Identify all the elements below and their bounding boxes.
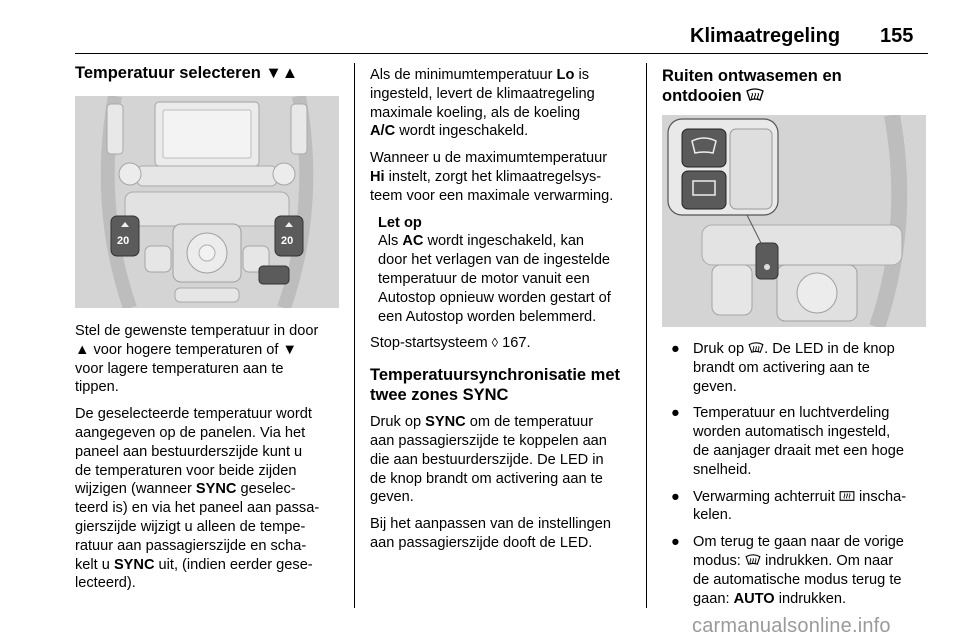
paragraph-lo: Als de minimumtemperatuur Lo is ingesteld, levert de klimaatregeling maximale koeling, als de koeling A/C wordt ingeschakeld. [370,67,595,140]
hi-keyword: Hi [370,168,385,185]
column-left [75,63,345,91]
column-divider [646,63,647,608]
sync-keyword: SYNC [113,556,155,573]
column-divider [354,63,355,608]
cross-reference[interactable]: Stop-startsysteem ◊ 167. [370,335,531,352]
list-item: ● Verwarming achterruit inscha- kelen. [671,488,907,524]
watermark: carmanualsonline.info [692,615,891,637]
list-item: ● Druk op . De LED in de knop brandt om activering aan te geven. [671,341,895,395]
windshield-defrost-icon [745,554,761,566]
lo-keyword: Lo [556,67,575,83]
column-left-body [75,322,347,601]
paragraph-passenger-adjust: Bij het aanpassen van de instellingen aan passagierszijde dooft de LED. [370,516,611,551]
cross-reference-arrow-icon: ◊ [491,335,499,351]
ac-keyword: A/C [370,123,396,140]
bullet-icon: ● [671,488,680,505]
rear-window-heating-icon [839,490,855,502]
paragraph-temperature-display: De geselecteerde temperatuur wordt aangegeven op de panelen. Via het paneel aan bestuurderszijde kunt u de temperaturen voor beide zijden wijzigen (wanneer SYNC geselec- teerd is) en via het paneel aan passa- gierszijde wijzigt u alleen de tempe- ratuur aan passagierszijde en scha- kelt u SYNC uit, (indien eerder gese- lecteerd). [75,406,320,592]
climate-panel-drawing [75,96,339,308]
sync-keyword: SYNC [195,481,237,498]
note-title: Let op [378,214,422,231]
paragraph-hi: Wanneer u de maximumtemperatuur Hi instelt, zorgt het klimaatregelsys- teem voor een maximale verwarming. [370,150,614,204]
column-middle [370,66,638,561]
section-heading-temperature: Temperatuur selecteren ▼▲ [75,64,299,82]
column-right [662,66,930,114]
page-number: 155 [880,25,914,47]
header-rule [75,53,928,54]
climate-panel-illustration [75,96,339,308]
list-item: ● Temperatuur en luchtverdeling worden automatisch ingesteld, de aanjager draait met een hoge snelheid. [671,405,904,478]
defrost-steps-list [662,340,930,608]
bullet-icon: ● [671,405,680,422]
section-heading-defrost: Ruiten ontwasemen en ontdooien [662,67,842,105]
defrost-panel-drawing [662,115,926,327]
list-item: ● Om terug te gaan naar de vorige modus: indrukken. Om naar de automatische modus terug te gaan: AUTO indrukken. [671,534,904,607]
column-right-body [662,340,930,616]
running-header-title: Klimaatregeling [690,25,841,47]
windshield-defrost-icon [746,88,764,102]
auto-keyword: AUTO [733,590,775,607]
right-temp-readout: 20 [281,235,294,247]
paragraph-temperature-select: Stel de gewenste temperatuur in door ▲ voor hogere temperaturen of ▼ voor lagere temperaturen aan te tippen. [75,323,319,396]
paragraph-sync: Druk op SYNC om de temperatuur aan passagierszijde te koppelen aan die aan bestuurderszijde. De LED in de knop brandt om activering aan te geven. [370,414,607,506]
bullet-icon: ● [671,341,680,357]
sync-keyword: SYNC [425,414,466,431]
section-heading-sync: Temperatuursynchronisatie met twee zones SYNC [370,366,621,405]
bullet-icon: ● [671,534,680,551]
defrost-button-illustration [662,115,926,327]
note-box: Let op Als AC wordt ingeschakeld, kan door het verlagen van de ingestelde temperatuur de motor vanuit een Autostop opnieuw worden gestart of een Autostop worden belemmerd. [370,214,638,327]
ac-keyword: AC [402,233,424,250]
windshield-defrost-icon [748,342,764,354]
left-temp-readout: 20 [117,235,130,247]
